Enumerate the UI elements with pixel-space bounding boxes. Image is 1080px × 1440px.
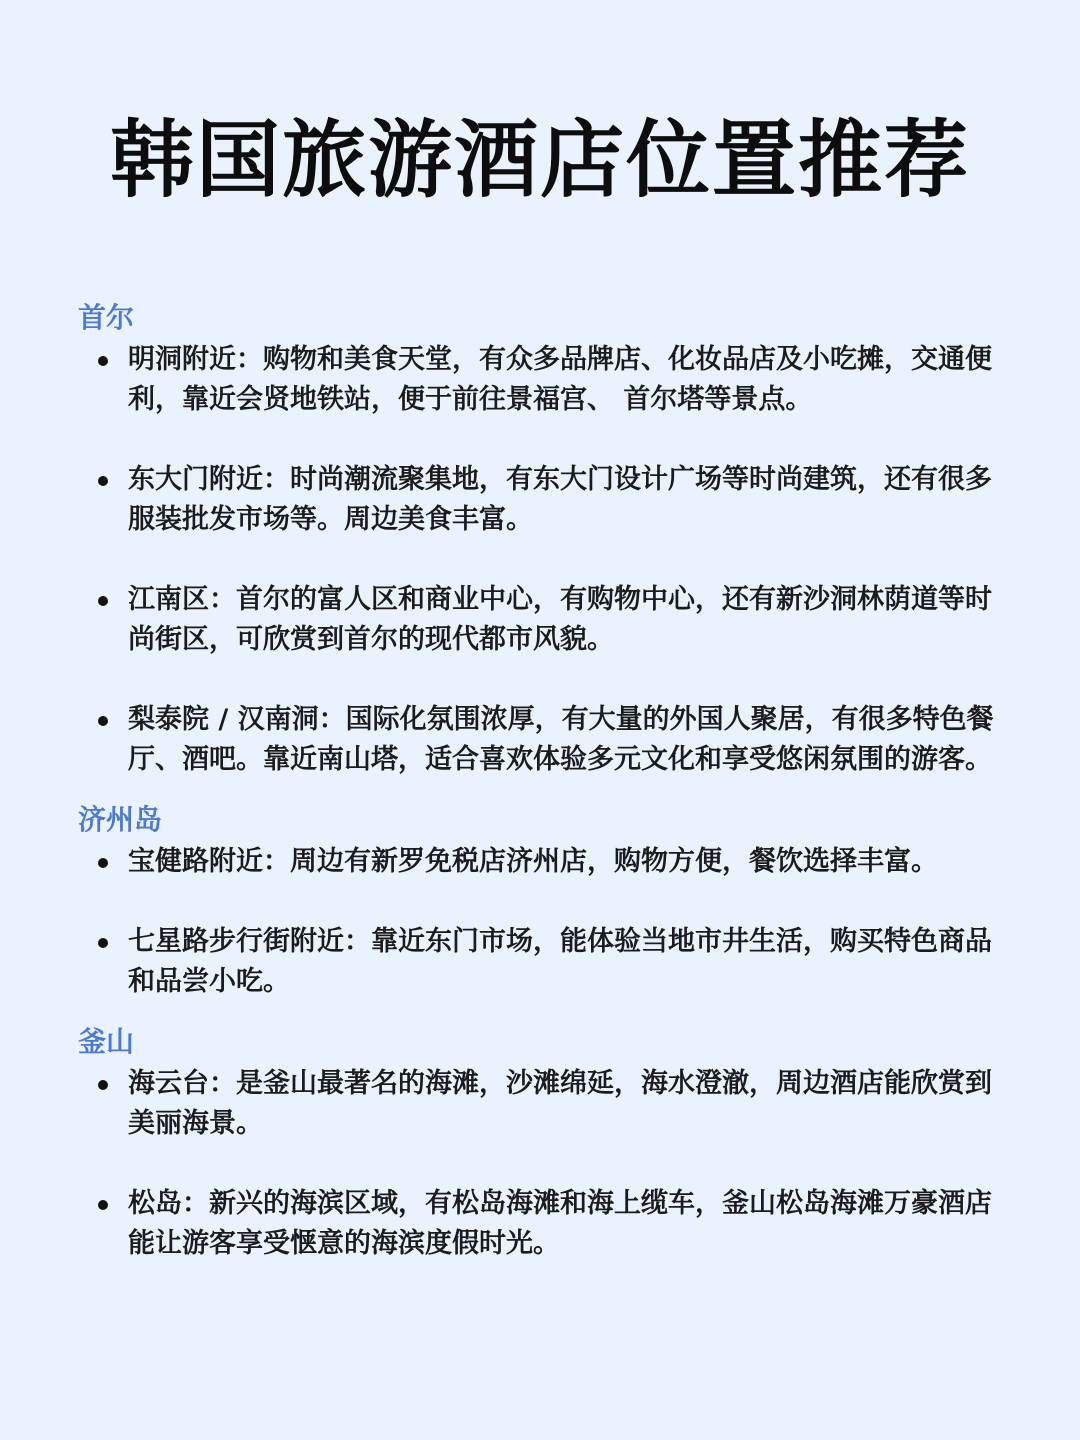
item-text: 松岛：新兴的海滨区域，有松岛海滩和海上缆车，釜山松岛海滩万豪酒店能让游客享受惬意的海滨度假时光。 — [128, 1188, 992, 1259]
item-text: 七星路步行街附近：靠近东门市场，能体验当地市井生活，购买特色商品和品尝小吃。 — [128, 926, 992, 997]
bullet-icon — [98, 716, 108, 726]
item-text: 海云台：是釜山最著名的海滩，沙滩绵延，海水澄澈，周边酒店能欣赏到美丽海景。 — [128, 1068, 992, 1139]
item-text: 东大门附近：时尚潮流聚集地，有东大门设计广场等时尚建筑，还有很多服装批发市场等。周边美食丰富。 — [128, 464, 992, 535]
list-item — [78, 1184, 1008, 1264]
list-item — [78, 922, 1008, 1002]
section-title: 釜山 — [78, 1025, 135, 1058]
bullet-icon — [98, 1200, 108, 1210]
bullet-icon — [98, 858, 108, 868]
section-jeju — [78, 798, 1008, 1002]
section-title: 首尔 — [78, 301, 135, 334]
bullet-icon — [98, 1080, 108, 1090]
item-list — [78, 1064, 1008, 1264]
list-item — [78, 580, 1008, 660]
list-item — [78, 700, 1008, 780]
item-text: 宝健路附近：周边有新罗免税店济州店，购物方便，餐饮选择丰富。 — [128, 846, 938, 877]
item-text: 明洞附近：购物和美食天堂，有众多品牌店、化妆品店及小吃摊，交通便利，靠近会贤地铁站，便于前往景福宫、 首尔塔等景点。 — [128, 344, 992, 415]
list-item — [78, 842, 1008, 882]
item-text: 梨泰院 / 汉南洞：国际化氛围浓厚，有大量的外国人聚居，有很多特色餐厅、酒吧。靠近南山塔，适合喜欢体验多元文化和享受悠闲氛围的游客。 — [128, 704, 994, 775]
bullet-icon — [98, 476, 108, 486]
bullet-icon — [98, 938, 108, 948]
item-list — [78, 340, 1008, 780]
section-title: 济州岛 — [78, 803, 163, 836]
content — [78, 296, 1008, 1264]
bullet-icon — [98, 356, 108, 366]
section-busan — [78, 1020, 1008, 1264]
item-text: 江南区：首尔的富人区和商业中心，有购物中心，还有新沙洞林荫道等时尚街区，可欣赏到首尔的现代都市风貌。 — [128, 584, 992, 655]
bullet-icon — [98, 596, 108, 606]
list-item — [78, 340, 1008, 420]
section-seoul — [78, 296, 1008, 780]
item-list — [78, 842, 1008, 1002]
list-item — [78, 460, 1008, 540]
list-item — [78, 1064, 1008, 1144]
page-title: 韩国旅游酒店位置推荐 — [109, 111, 970, 209]
